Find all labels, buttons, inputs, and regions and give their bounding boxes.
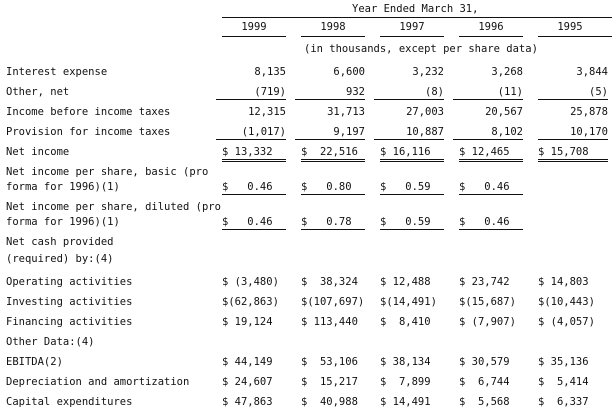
- table-cell: $ 0.46: [222, 180, 286, 195]
- year-header-1997: 1997: [399, 21, 425, 33]
- table-cell: $ 19,124: [222, 316, 273, 328]
- row-label: Net income per share, basic (pro: [6, 166, 209, 178]
- table-cell: 8,102: [453, 125, 523, 140]
- row-label: Investing activities: [6, 296, 133, 308]
- table-cell: 932: [295, 85, 365, 100]
- table-cell: $ 35,136: [538, 356, 589, 368]
- row-label: Net income per share, diluted (pro: [6, 201, 221, 213]
- table-cell: $ 12,488: [380, 276, 431, 288]
- table-cell: $ 5,414: [538, 376, 589, 388]
- table-cell: 25,878: [570, 106, 608, 118]
- table-title: Year Ended March 31,: [352, 3, 479, 15]
- table-cell: $ 14,803: [538, 276, 589, 288]
- table-cell: $ 53,106: [301, 356, 358, 368]
- row-label: (required) by:(4): [6, 253, 114, 265]
- table-cell: 3,232: [412, 66, 444, 78]
- table-cell: $ 0.80: [301, 180, 365, 195]
- table-cell: $ 44,149: [222, 356, 273, 368]
- row-label: Other, net: [6, 86, 70, 98]
- table-cell: $ 0.46: [459, 180, 523, 195]
- table-cell: $ 7,899: [380, 376, 431, 388]
- table-cell: (11): [453, 85, 523, 100]
- table-cell: $(62,863): [222, 296, 279, 308]
- table-cell: $(10,443): [538, 296, 595, 308]
- year-header-1998: 1998: [320, 21, 346, 33]
- table-cell: $ 15,217: [301, 376, 358, 388]
- year-rule: [380, 36, 444, 37]
- year-header-1996: 1996: [478, 21, 504, 33]
- table-cell: 3,844: [576, 66, 608, 78]
- year-rule: [459, 36, 523, 37]
- row-label: forma for 1996)(1): [6, 216, 120, 228]
- row-label: Operating activities: [6, 276, 133, 288]
- row-label: EBITDA(2): [6, 356, 63, 368]
- table-cell: (5): [538, 85, 608, 100]
- year-rule: [538, 36, 612, 37]
- table-cell: 10,887: [374, 125, 444, 140]
- table-cell: 27,003: [406, 106, 444, 118]
- table-cell: $ 12,465: [459, 145, 523, 162]
- table-cell: $ 23,742: [459, 276, 510, 288]
- row-label: Depreciation and amortization: [6, 376, 190, 388]
- row-label: Financing activities: [6, 316, 133, 328]
- table-cell: $ 0.59: [380, 180, 444, 195]
- row-label: Income before income taxes: [6, 106, 171, 118]
- table-cell: $ 47,863: [222, 396, 273, 408]
- table-cell: 6,600: [333, 66, 365, 78]
- row-label: Net income: [6, 146, 70, 158]
- table-cell: $ 0.78: [301, 215, 365, 230]
- table-cell: $ (3,480): [222, 276, 279, 288]
- row-label: forma for 1996)(1): [6, 181, 120, 193]
- table-cell: $ 0.46: [222, 215, 286, 230]
- year-rule: [222, 36, 286, 37]
- table-cell: $ 38,324: [301, 276, 358, 288]
- table-cell: 10,170: [538, 125, 608, 140]
- table-cell: $ (7,907): [459, 316, 516, 328]
- table-cell: $ 6,744: [459, 376, 510, 388]
- table-cell: 12,315: [248, 106, 286, 118]
- table-cell: $ 5,568: [459, 396, 510, 408]
- table-cell: $ (4,057): [538, 316, 595, 328]
- year-header-1995: 1995: [557, 21, 583, 33]
- table-cell: $ 40,988: [301, 396, 358, 408]
- table-cell: $ 15,708: [538, 145, 608, 162]
- year-rule: [301, 36, 365, 37]
- units-note: (in thousands, except per share data): [304, 43, 538, 55]
- table-cell: $(15,687): [459, 296, 516, 308]
- table-cell: $ 13,332: [222, 145, 286, 162]
- header-rule: [222, 17, 612, 18]
- table-cell: $ 14,491: [380, 396, 431, 408]
- table-cell: $ 113,440: [301, 316, 358, 328]
- table-cell: $ 8,410: [380, 316, 431, 328]
- table-cell: 9,197: [295, 125, 365, 140]
- row-label: Provision for income taxes: [6, 126, 171, 138]
- row-label: Capital expenditures: [6, 396, 133, 408]
- table-cell: (1,017): [216, 125, 286, 140]
- row-label: Net cash provided: [6, 236, 114, 248]
- row-label: Other Data:(4): [6, 336, 95, 348]
- table-cell: $ 0.46: [459, 215, 523, 230]
- year-header-1999: 1999: [241, 21, 267, 33]
- table-cell: $ 38,134: [380, 356, 431, 368]
- table-cell: 31,713: [327, 106, 365, 118]
- table-cell: $ 22,516: [301, 145, 365, 162]
- table-cell: $(14,491): [380, 296, 437, 308]
- table-cell: 20,567: [485, 106, 523, 118]
- row-label: Interest expense: [6, 66, 108, 78]
- table-cell: 3,268: [491, 66, 523, 78]
- table-cell: $ 6,337: [538, 396, 589, 408]
- table-cell: $(107,697): [301, 296, 365, 308]
- table-cell: 8,135: [254, 66, 286, 78]
- table-cell: $ 30,579: [459, 356, 510, 368]
- table-cell: $ 24,607: [222, 376, 273, 388]
- table-cell: $ 16,116: [380, 145, 444, 162]
- table-cell: (8): [374, 85, 444, 100]
- table-cell: $ 0.59: [380, 215, 444, 230]
- table-cell: (719): [216, 85, 286, 100]
